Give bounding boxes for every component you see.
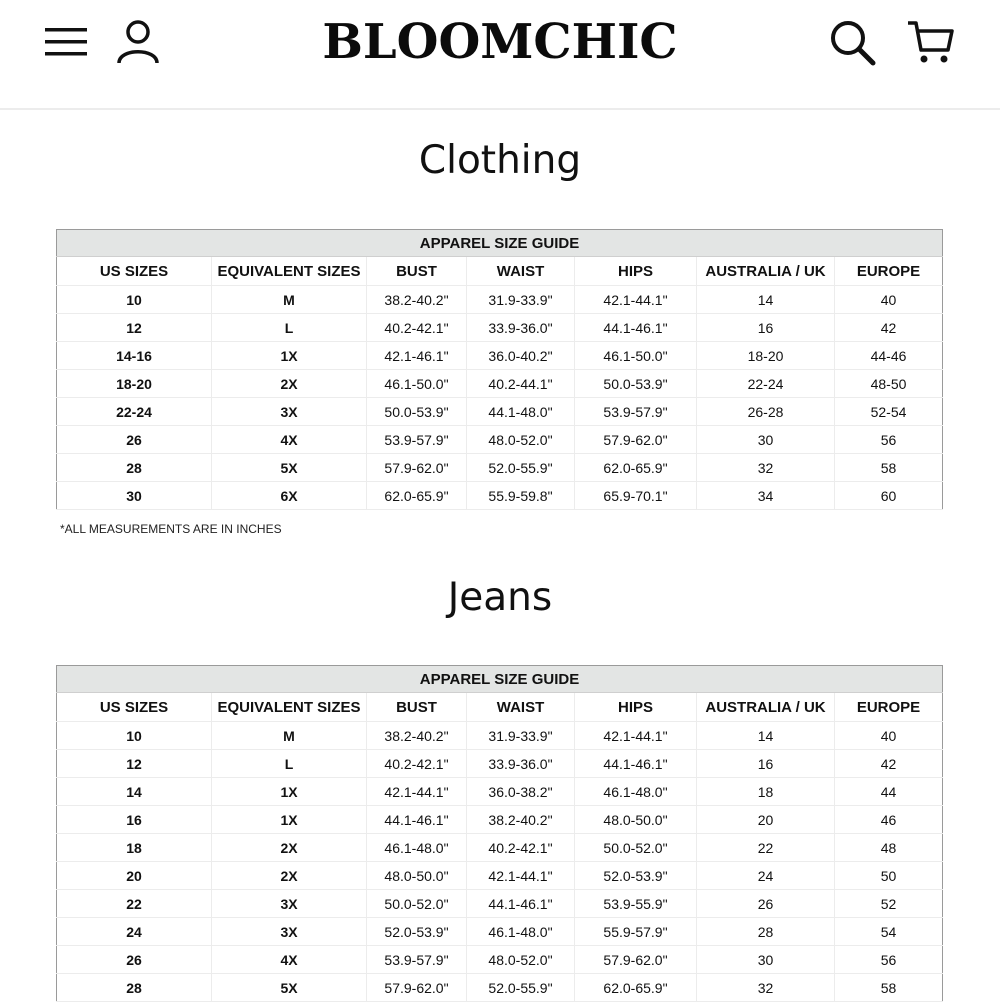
table-cell: M: [212, 286, 367, 314]
table-cell: 48.0-52.0": [467, 426, 575, 454]
table-cell: 62.0-65.9": [575, 454, 697, 482]
table-row: [57, 426, 943, 454]
table-row: [57, 750, 943, 778]
table-cell: 22: [57, 890, 212, 918]
table-title: APPAREL SIZE GUIDE: [57, 666, 943, 693]
table-cell: 22-24: [57, 398, 212, 426]
table-cell: 65.9-70.1": [575, 482, 697, 510]
table-cell: 62.0-65.9": [575, 974, 697, 1002]
table-cell: 40.2-42.1": [467, 834, 575, 862]
table-cell: 42: [835, 750, 943, 778]
table-cell: 38.2-40.2": [367, 286, 467, 314]
table-cell: 28: [57, 974, 212, 1002]
size-table-jeans: [56, 665, 943, 1002]
table-cell: 50.0-52.0": [367, 890, 467, 918]
table-cell: 44-46: [835, 342, 943, 370]
table-cell: 50.0-52.0": [575, 834, 697, 862]
table-cell: 40.2-42.1": [367, 750, 467, 778]
table-cell: 44.1-46.1": [575, 314, 697, 342]
section-title-clothing: Clothing: [418, 138, 582, 183]
column-header: EQUIVALENT SIZES: [212, 257, 367, 286]
table-cell: 57.9-62.0": [575, 946, 697, 974]
table-cell: 24: [697, 862, 835, 890]
table-cell: 18-20: [57, 370, 212, 398]
table-cell: 36.0-38.2": [467, 778, 575, 806]
table-cell: 46.1-48.0": [467, 918, 575, 946]
table-cell: 38.2-40.2": [367, 722, 467, 750]
table-cell: 52.0-55.9": [467, 974, 575, 1002]
table-cell: 30: [697, 946, 835, 974]
table-cell: 46.1-48.0": [367, 834, 467, 862]
table-cell: 20: [697, 806, 835, 834]
column-header: EUROPE: [835, 257, 943, 286]
table-cell: 3X: [212, 398, 367, 426]
table-cell: 48: [835, 834, 943, 862]
table-cell: 30: [57, 482, 212, 510]
table-cell: 50: [835, 862, 943, 890]
table-cell: 55.9-57.9": [575, 918, 697, 946]
table-cell: 48-50: [835, 370, 943, 398]
table-row: [57, 918, 943, 946]
table-cell: 22: [697, 834, 835, 862]
column-header: WAIST: [467, 693, 575, 722]
table-cell: 42.1-44.1": [467, 862, 575, 890]
table-cell: 12: [57, 750, 212, 778]
table-row: [57, 834, 943, 862]
table-cell: 14: [57, 778, 212, 806]
table-row: [57, 314, 943, 342]
table-cell: 48.0-52.0": [467, 946, 575, 974]
table-title: APPAREL SIZE GUIDE: [57, 230, 943, 257]
table-cell: 56: [835, 426, 943, 454]
table-cell: 2X: [212, 834, 367, 862]
table-row: [57, 778, 943, 806]
table-cell: 4X: [212, 946, 367, 974]
table-cell: 14: [697, 722, 835, 750]
table-cell: 48.0-50.0": [367, 862, 467, 890]
table-row: [57, 722, 943, 750]
table-cell: 18: [57, 834, 212, 862]
table-row: [57, 286, 943, 314]
table-cell: 42: [835, 314, 943, 342]
table-cell: 52.0-53.9": [575, 862, 697, 890]
table-cell: 3X: [212, 890, 367, 918]
table-cell: 6X: [212, 482, 367, 510]
table-cell: 18-20: [697, 342, 835, 370]
table-body: [57, 722, 943, 1002]
table-cell: 40: [835, 286, 943, 314]
column-header: AUSTRALIA / UK: [697, 693, 835, 722]
table-cell: 30: [697, 426, 835, 454]
table-header-row: [57, 693, 943, 722]
table-cell: 53.9-57.9": [367, 426, 467, 454]
table-cell: 52-54: [835, 398, 943, 426]
table-cell: 34: [697, 482, 835, 510]
table-body: [57, 286, 943, 510]
table-cell: 44.1-46.1": [367, 806, 467, 834]
table-cell: 4X: [212, 426, 367, 454]
column-header: WAIST: [467, 257, 575, 286]
table-cell: 31.9-33.9": [467, 722, 575, 750]
table-cell: 50.0-53.9": [575, 370, 697, 398]
table-cell: 44: [835, 778, 943, 806]
table-cell: 5X: [212, 454, 367, 482]
site-header: [0, 0, 1000, 110]
table-cell: 50.0-53.9": [367, 398, 467, 426]
table-cell: 26-28: [697, 398, 835, 426]
brand-logo[interactable]: BLOOMCHIC: [322, 14, 678, 70]
table-cell: 60: [835, 482, 943, 510]
table-cell: 57.9-62.0": [367, 454, 467, 482]
table-cell: 57.9-62.0": [575, 426, 697, 454]
column-header: EUROPE: [835, 693, 943, 722]
table-cell: 42.1-46.1": [367, 342, 467, 370]
column-header: EQUIVALENT SIZES: [212, 693, 367, 722]
table-header-row: [57, 257, 943, 286]
table-cell: 5X: [212, 974, 367, 1002]
table-cell: 42.1-44.1": [367, 778, 467, 806]
table-row: [57, 482, 943, 510]
table-cell: 16: [57, 806, 212, 834]
table-cell: 53.9-57.9": [367, 946, 467, 974]
table-cell: 53.9-55.9": [575, 890, 697, 918]
table-cell: 52.0-55.9": [467, 454, 575, 482]
column-header: AUSTRALIA / UK: [697, 257, 835, 286]
table-cell: 48.0-50.0": [575, 806, 697, 834]
table-cell: 33.9-36.0": [467, 314, 575, 342]
table-cell: 26: [697, 890, 835, 918]
cart-icon[interactable]: [906, 18, 954, 66]
column-header: HIPS: [575, 693, 697, 722]
table-row: [57, 862, 943, 890]
table-cell: 26: [57, 426, 212, 454]
table-row: [57, 974, 943, 1002]
table-cell: 1X: [212, 778, 367, 806]
table-cell: 2X: [212, 370, 367, 398]
size-table-clothing: [56, 229, 943, 510]
table-row: [57, 806, 943, 834]
table-cell: 33.9-36.0": [467, 750, 575, 778]
column-header: US SIZES: [57, 257, 212, 286]
table-cell: 18: [697, 778, 835, 806]
table-cell: 14-16: [57, 342, 212, 370]
table-cell: 32: [697, 974, 835, 1002]
table-cell: 58: [835, 454, 943, 482]
table-cell: 28: [697, 918, 835, 946]
table-row: [57, 342, 943, 370]
table-cell: 44.1-48.0": [467, 398, 575, 426]
table-cell: 46.1-48.0": [575, 778, 697, 806]
table-cell: 24: [57, 918, 212, 946]
table-cell: 44.1-46.1": [575, 750, 697, 778]
measurement-note: *ALL MEASUREMENTS ARE IN INCHES: [60, 522, 282, 536]
table-cell: 3X: [212, 918, 367, 946]
table-cell: 55.9-59.8": [467, 482, 575, 510]
table-cell: 62.0-65.9": [367, 482, 467, 510]
table-row: [57, 946, 943, 974]
column-header: US SIZES: [57, 693, 212, 722]
table-cell: 22-24: [697, 370, 835, 398]
table-row: [57, 454, 943, 482]
table-cell: 54: [835, 918, 943, 946]
table-row: [57, 370, 943, 398]
table-cell: 28: [57, 454, 212, 482]
table-cell: M: [212, 722, 367, 750]
table-cell: 38.2-40.2": [467, 806, 575, 834]
table-cell: L: [212, 314, 367, 342]
table-cell: 40.2-42.1": [367, 314, 467, 342]
table-cell: 1X: [212, 342, 367, 370]
table-cell: 52.0-53.9": [367, 918, 467, 946]
table-cell: 10: [57, 286, 212, 314]
section-title-jeans: Jeans: [447, 575, 553, 620]
table-cell: 16: [697, 314, 835, 342]
table-cell: 53.9-57.9": [575, 398, 697, 426]
table-cell: 46.1-50.0": [575, 342, 697, 370]
table-cell: 14: [697, 286, 835, 314]
table-cell: 58: [835, 974, 943, 1002]
table-row: [57, 398, 943, 426]
table-cell: 2X: [212, 862, 367, 890]
table-cell: 44.1-46.1": [467, 890, 575, 918]
table-cell: 32: [697, 454, 835, 482]
table-cell: 26: [57, 946, 212, 974]
column-header: BUST: [367, 257, 467, 286]
table-cell: 52: [835, 890, 943, 918]
table-cell: 40.2-44.1": [467, 370, 575, 398]
table-cell: 36.0-40.2": [467, 342, 575, 370]
table-cell: 16: [697, 750, 835, 778]
table-cell: 56: [835, 946, 943, 974]
table-cell: 31.9-33.9": [467, 286, 575, 314]
table-cell: 40: [835, 722, 943, 750]
table-cell: 42.1-44.1": [575, 286, 697, 314]
table-cell: 1X: [212, 806, 367, 834]
search-icon[interactable]: [828, 18, 876, 66]
table-cell: 46.1-50.0": [367, 370, 467, 398]
table-cell: 12: [57, 314, 212, 342]
table-cell: 10: [57, 722, 212, 750]
column-header: BUST: [367, 693, 467, 722]
table-cell: 46: [835, 806, 943, 834]
column-header: HIPS: [575, 257, 697, 286]
table-cell: 20: [57, 862, 212, 890]
table-cell: 57.9-62.0": [367, 974, 467, 1002]
table-cell: 42.1-44.1": [575, 722, 697, 750]
table-cell: L: [212, 750, 367, 778]
table-row: [57, 890, 943, 918]
